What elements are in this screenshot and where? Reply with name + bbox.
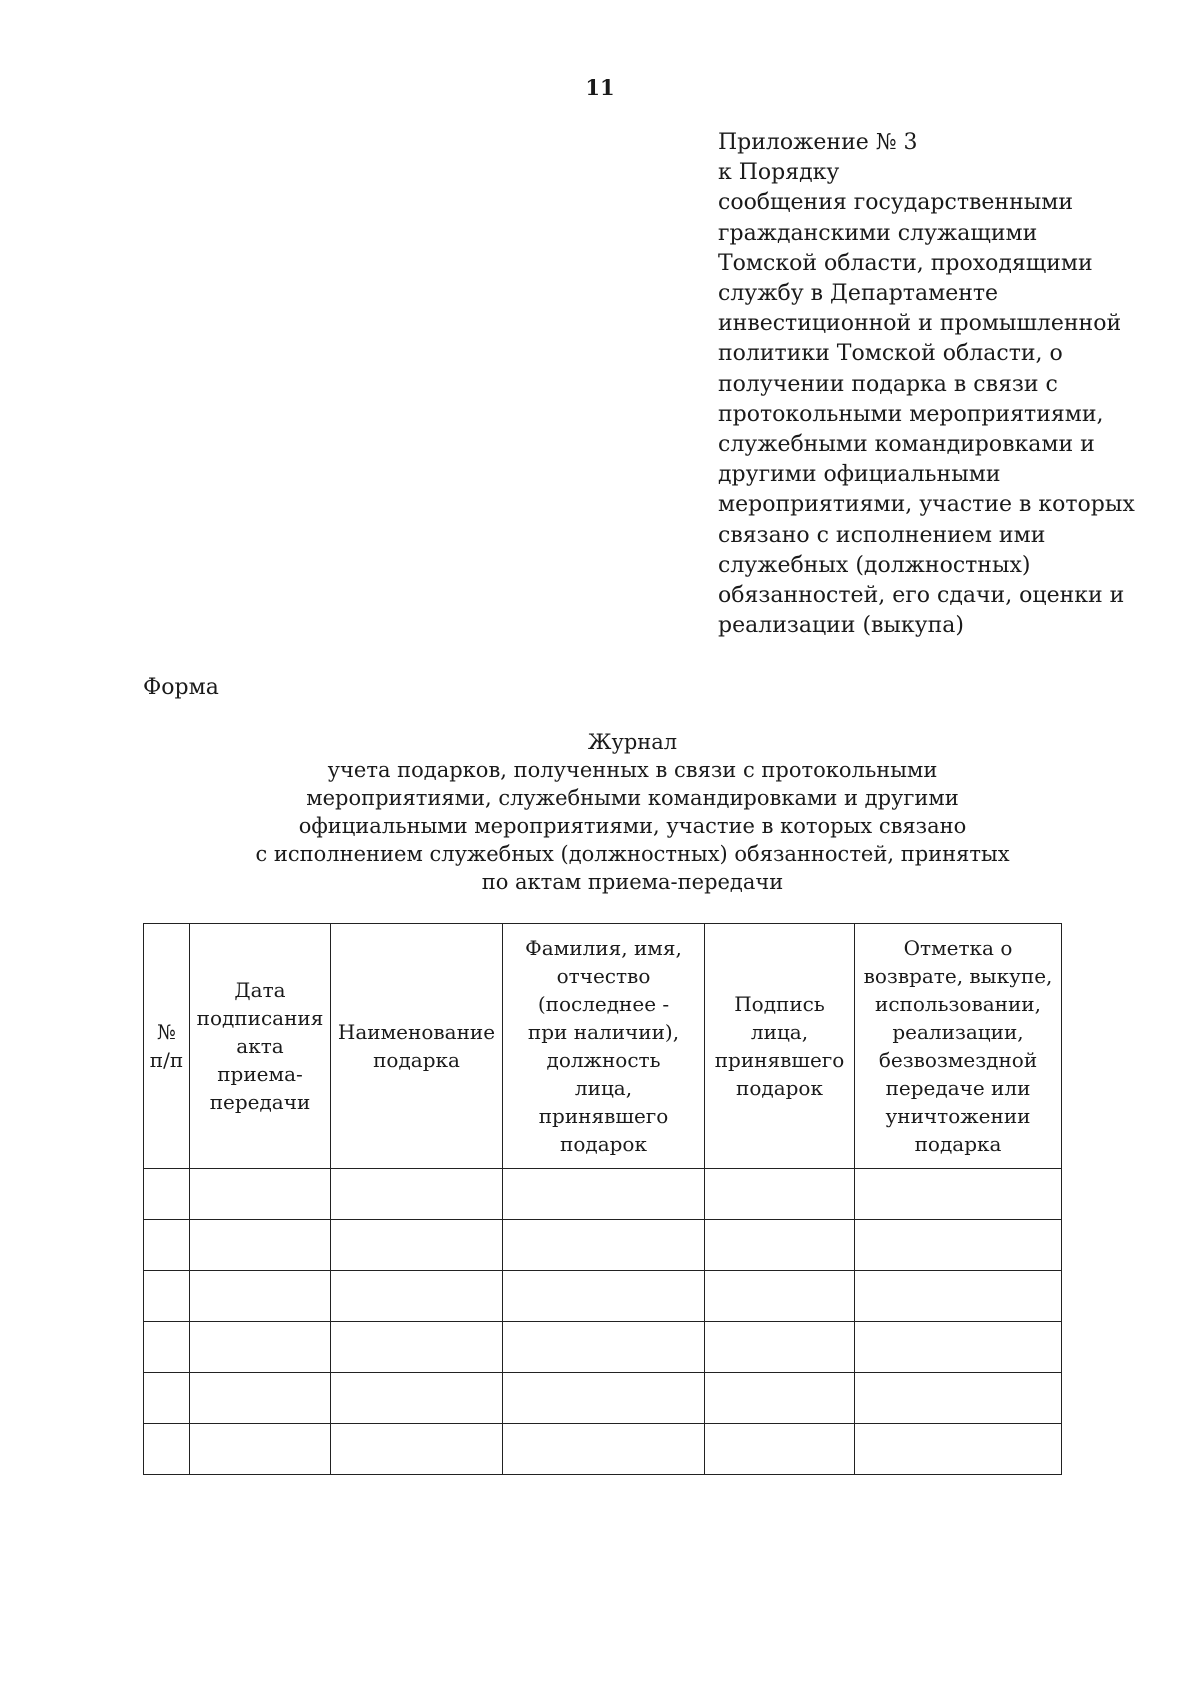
table-cell[interactable] xyxy=(331,1169,503,1220)
table-cell[interactable] xyxy=(190,1220,331,1271)
table-header-row xyxy=(144,924,1062,1169)
table-cell[interactable] xyxy=(855,1220,1062,1271)
table-cell[interactable] xyxy=(144,1220,190,1271)
appendix-line: реализации (выкупа) xyxy=(718,613,964,639)
appendix-line: службу в Департаменте xyxy=(718,281,999,307)
appendix-line: обязанностей, его сдачи, оценки и xyxy=(718,583,1125,609)
appendix-line: служебных (должностных) xyxy=(718,552,1031,578)
table-cell[interactable] xyxy=(144,1169,190,1220)
table-cell[interactable] xyxy=(855,1169,1062,1220)
table-cell[interactable] xyxy=(503,1424,705,1475)
table-cell[interactable] xyxy=(503,1322,705,1373)
page-number: 11 xyxy=(585,75,615,100)
table-cell[interactable] xyxy=(144,1424,190,1475)
table-row xyxy=(144,1169,1062,1220)
table-cell[interactable] xyxy=(503,1271,705,1322)
gift-register-table xyxy=(143,923,1062,1475)
column-header-label: № п/п xyxy=(149,1020,184,1072)
appendix-line: к Порядку xyxy=(718,160,840,186)
table-cell[interactable] xyxy=(190,1373,331,1424)
table-cell[interactable] xyxy=(705,1322,855,1373)
appendix-line: Томской области, проходящими xyxy=(718,250,1093,276)
table-cell[interactable] xyxy=(705,1373,855,1424)
appendix-line: связано с исполнением ими xyxy=(718,522,1046,548)
table-cell[interactable] xyxy=(331,1424,503,1475)
table-row xyxy=(144,1220,1062,1271)
appendix-line: протокольными мероприятиями, xyxy=(718,401,1104,427)
appendix-line: гражданскими служащими xyxy=(718,220,1038,246)
appendix-line: Приложение № 3 xyxy=(718,130,918,155)
table-cell[interactable] xyxy=(190,1424,331,1475)
table-row xyxy=(144,1322,1062,1373)
column-header-label: Фамилия, имя, отчество (последнее - при наличии), должность лица, принявшего подарок xyxy=(525,936,682,1156)
table-cell[interactable] xyxy=(503,1169,705,1220)
journal-title-line: мероприятиями, служебными командировками и другими xyxy=(306,786,959,810)
table-cell[interactable] xyxy=(855,1424,1062,1475)
table-cell[interactable] xyxy=(855,1322,1062,1373)
appendix-line: получении подарка в связи с xyxy=(718,371,1058,397)
table-cell[interactable] xyxy=(331,1373,503,1424)
table-cell[interactable] xyxy=(190,1169,331,1220)
column-header-gift-name xyxy=(331,924,503,1169)
journal-title-line: с исполнением служебных (должностных) обязанностей, принятых xyxy=(255,842,1010,866)
journal-title-line: официальными мероприятиями, участие в которых связано xyxy=(298,814,967,838)
table-cell[interactable] xyxy=(855,1271,1062,1322)
table-cell[interactable] xyxy=(144,1373,190,1424)
table-cell[interactable] xyxy=(705,1271,855,1322)
column-header-date xyxy=(190,924,331,1169)
appendix-line: другими официальными xyxy=(718,462,1001,488)
table-cell[interactable] xyxy=(503,1373,705,1424)
column-header-number xyxy=(144,924,190,1169)
appendix-line: сообщения государственными xyxy=(718,190,1074,216)
table-cell[interactable] xyxy=(855,1373,1062,1424)
column-header-label: Подпись лица, принявшего подарок xyxy=(714,992,845,1100)
table-cell[interactable] xyxy=(331,1271,503,1322)
table-cell[interactable] xyxy=(190,1322,331,1373)
table-cell[interactable] xyxy=(144,1322,190,1373)
table-cell[interactable] xyxy=(705,1220,855,1271)
appendix-header xyxy=(718,128,1158,641)
table-cell[interactable] xyxy=(503,1220,705,1271)
column-header-disposition xyxy=(855,924,1062,1169)
appendix-line: политики Томской области, о xyxy=(718,341,1063,367)
appendix-line: мероприятиями, участие в которых xyxy=(718,492,1135,518)
appendix-line: служебными командировками и xyxy=(718,432,1095,458)
appendix-line: инвестиционной и промышленной xyxy=(718,311,1122,337)
table-row xyxy=(144,1373,1062,1424)
journal-title xyxy=(0,728,1200,896)
table-cell[interactable] xyxy=(705,1169,855,1220)
table-cell[interactable] xyxy=(331,1220,503,1271)
column-header-recipient xyxy=(503,924,705,1169)
journal-title-line: учета подарков, полученных в связи с протокольными xyxy=(327,758,938,782)
column-header-label: Дата подписания акта приема-передачи xyxy=(196,978,324,1114)
column-header-signature xyxy=(705,924,855,1169)
table-cell[interactable] xyxy=(331,1322,503,1373)
column-header-label: Наименование подарка xyxy=(337,1020,496,1072)
table-row xyxy=(144,1271,1062,1322)
column-header-label: Отметка о возврате, выкупе, использовании, реализации, безвозмездной передаче или уничтожении подарка xyxy=(863,936,1053,1156)
journal-title-line: по актам приема-передачи xyxy=(481,870,784,894)
table-cell[interactable] xyxy=(190,1271,331,1322)
table-row xyxy=(144,1424,1062,1475)
table-cell[interactable] xyxy=(144,1271,190,1322)
journal-title-line: Журнал xyxy=(587,730,678,754)
table-cell[interactable] xyxy=(705,1424,855,1475)
form-label: Форма xyxy=(143,675,219,700)
